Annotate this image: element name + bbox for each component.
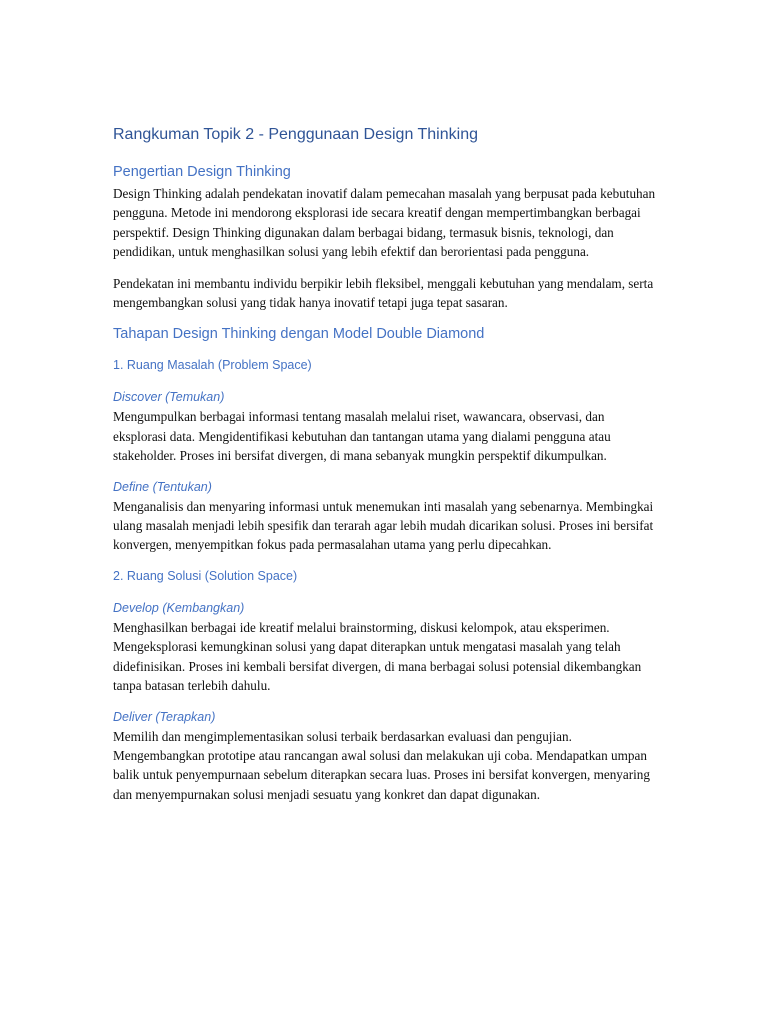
paragraph-develop: Menghasilkan berbagai ide kreatif melalui brainstorming, diskusi kelompok, atau eksperimen. Mengeksplorasi kemungkinan solusi yang dapat diterapkan untuk mengatasi masalah yang telah didefinisikan. Proses ini kembali bersifat divergen, di mana berbagai solusi potensial dikembangkan tanpa batasan terlebih dahulu. [113,619,642,694]
subheading-problem-space: 1. Ruang Masalah (Problem Space) [113,358,312,373]
paragraph-define: Menganalisis dan menyaring informasi untuk menemukan inti masalah yang sebenarnya. Membingkai ulang masalah menjadi lebih spesifik dan terarah agar lebih mudah dicarikan solusi. Proses ini bersifat konvergen, menyempitkan fokus pada permasalahan utama yang perlu dipecahkan. [113,498,654,553]
document-title: Rangkuman Topik 2 - Penggunaan Design Thinking [113,126,478,143]
stage-heading-deliver: Deliver (Terapkan) [113,709,216,724]
paragraph-discover: Mengumpulkan berbagai informasi tentang masalah melalui riset, wawancara, observasi, dan eksplorasi data. Mengidentifikasi kebutuhan dan tantangan utama yang dialami pengguna atau stakeholder. Proses ini bersifat divergen, di mana sebanyak mungkin perspektif dikumpulkan. [113,409,611,464]
paragraph-deliver: Memilih dan mengimplementasikan solusi terbaik berdasarkan evaluasi dan pengujian. Mengembangkan prototipe atau rancangan awal solusi dan melakukan uji coba. Mendapatkan umpan balik untuk penyempurnaan sebelum diterapkan secara luas. Proses ini bersifat konvergen, menyaring dan menyempurnakan solusi menjadi sesuatu yang konkret dan dapat digunakan. [113,728,650,802]
section-heading-tahapan: Tahapan Design Thinking dengan Model Double Diamond [113,326,485,343]
section-heading-pengertian: Pengertian Design Thinking [113,164,291,180]
paragraph-pengertian-1: Design Thinking adalah pendekatan inovatif dalam pemecahan masalah yang berpusat pada kebutuhan pengguna. Metode ini mendorong eksplorasi ide secara kreatif dengan mempertimbangkan berbagai perspektif. Design Thinking digunakan dalam berbagai bidang, termasuk bisnis, teknologi, dan pendidikan, untuk menghasilkan solusi yang lebih efektif dan berorientasi pada pengguna. [113,186,656,260]
subheading-solution-space: 2. Ruang Solusi (Solution Space) [113,568,298,583]
document-page [113,124,658,816]
stage-heading-discover: Discover (Temukan) [113,390,225,405]
stage-heading-define: Define (Tentukan) [113,479,212,494]
stage-heading-develop: Develop (Kembangkan) [113,600,245,615]
paragraph-pengertian-2: Pendekatan ini membantu individu berpikir lebih fleksibel, menggali kebutuhan yang mendalam, serta mengembangkan solusi yang tidak hanya inovatif tetapi juga tepat sasaran. [113,275,654,311]
